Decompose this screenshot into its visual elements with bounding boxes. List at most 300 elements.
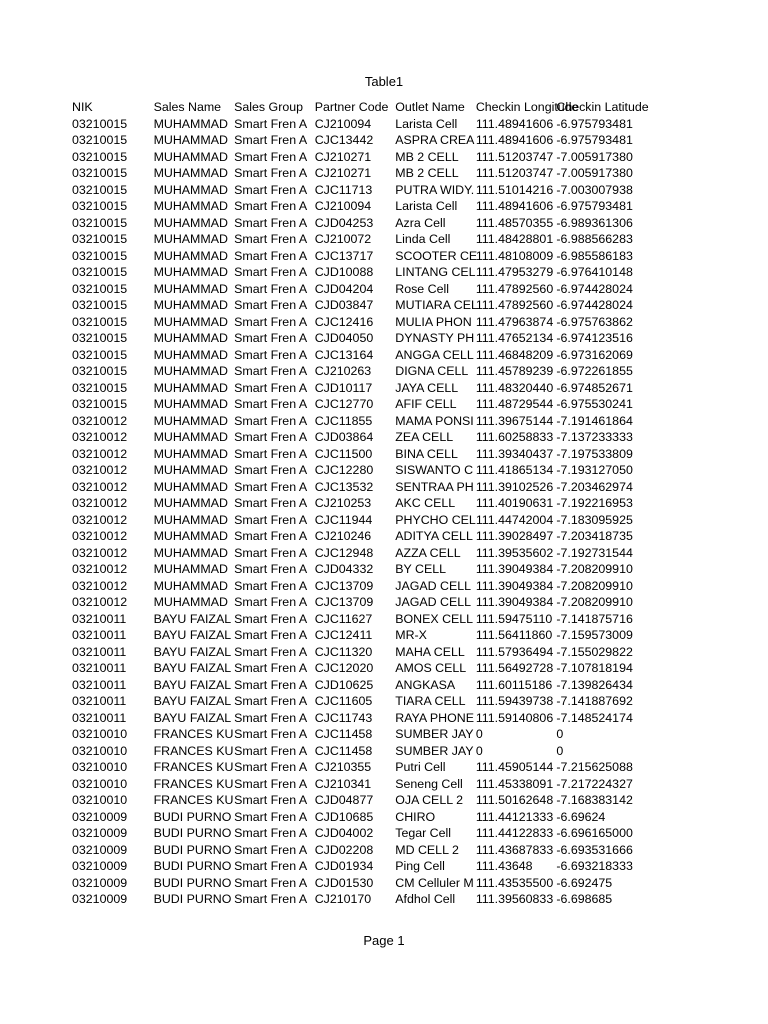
table-cell: Smart Fren A bbox=[234, 578, 308, 593]
table-cell: -7.155029822 bbox=[556, 644, 633, 659]
table-row bbox=[72, 644, 638, 661]
table-cell: JAGAD CELL bbox=[395, 595, 471, 609]
table-cell: CJD10625 bbox=[314, 677, 374, 692]
table-cell: 111.48941606 bbox=[475, 199, 554, 213]
table-cell: Smart Fren A bbox=[234, 149, 308, 164]
table-cell: CJ210094 bbox=[314, 199, 372, 213]
table-cell: Smart Fren A bbox=[234, 397, 308, 411]
table-cell: BAYU FAIZAL bbox=[153, 710, 232, 725]
table-cell: CJD04002 bbox=[314, 826, 374, 840]
table-row bbox=[72, 215, 638, 232]
table-cell: CJD04877 bbox=[314, 793, 374, 807]
table-cell: -7.003007938 bbox=[556, 182, 633, 197]
table-cell: 111.39049384 bbox=[475, 578, 554, 593]
table-cell: 111.60258833 bbox=[475, 430, 554, 444]
table-cell: MB 2 CELL bbox=[395, 166, 459, 180]
table-cell: 111.39102526 bbox=[475, 479, 554, 494]
table-cell: CJD01530 bbox=[314, 875, 374, 890]
table-cell: 03210015 bbox=[72, 248, 128, 263]
table-cell: 111.44122833 bbox=[475, 826, 554, 840]
table-cell: -7.141875716 bbox=[556, 611, 633, 626]
table-cell: -6.975763862 bbox=[556, 314, 633, 329]
table-cell: 111.48941606 bbox=[475, 116, 554, 131]
table-cell: CJ210271 bbox=[314, 149, 372, 164]
table-row bbox=[72, 116, 638, 133]
table-row bbox=[72, 578, 638, 595]
table-cell: CJC12948 bbox=[314, 545, 374, 560]
table-cell: MB 2 CELL bbox=[395, 149, 459, 164]
table-cell: 03210015 bbox=[72, 281, 128, 296]
table-cell: DIGNA CELL bbox=[395, 364, 469, 378]
table-body bbox=[72, 116, 638, 908]
table-cell: Smart Fren A bbox=[234, 892, 308, 906]
table-cell: Smart Fren A bbox=[234, 826, 308, 840]
table-cell: BUDI PURNO bbox=[153, 875, 232, 890]
table-cell: AKC CELL bbox=[395, 496, 456, 510]
table-cell: Smart Fren A bbox=[234, 776, 308, 791]
table-cell: CJD04253 bbox=[314, 215, 374, 230]
table-row bbox=[72, 314, 638, 331]
table-row bbox=[72, 693, 638, 710]
table-cell: CJ210170 bbox=[314, 892, 372, 906]
table-cell: Smart Fren A bbox=[234, 199, 308, 213]
table-cell: -6.989361306 bbox=[556, 215, 633, 230]
table-cell: 03210009 bbox=[72, 809, 128, 824]
table-row bbox=[72, 594, 638, 611]
table-cell: -7.183095925 bbox=[556, 512, 633, 527]
table-cell: 03210012 bbox=[72, 512, 128, 527]
table-cell: -6.975530241 bbox=[556, 397, 633, 411]
table-cell: CJD02208 bbox=[314, 842, 374, 857]
table-cell: Smart Fren A bbox=[234, 248, 308, 263]
table-cell: -6.976410148 bbox=[556, 265, 633, 279]
table-row bbox=[72, 231, 638, 248]
table-cell: MUHAMMAD bbox=[153, 298, 228, 312]
table-cell: 03210010 bbox=[72, 776, 128, 791]
table-cell: Tegar Cell bbox=[395, 826, 452, 840]
table-row bbox=[72, 479, 638, 496]
table-cell: CJC11605 bbox=[314, 694, 373, 708]
table-cell: ZEA CELL bbox=[395, 430, 454, 444]
table-cell: 111.48428801 bbox=[475, 232, 554, 246]
table-cell: BUDI PURNO bbox=[153, 842, 232, 857]
table-row bbox=[72, 330, 638, 347]
table-cell: MUHAMMAD bbox=[153, 578, 228, 593]
table-cell: MUHAMMAD bbox=[153, 248, 228, 263]
table-row bbox=[72, 561, 638, 578]
table-row bbox=[72, 776, 638, 793]
table-cell: 03210012 bbox=[72, 545, 128, 560]
table-cell: Smart Fren A bbox=[234, 512, 308, 527]
table-cell: Azra Cell bbox=[395, 215, 446, 230]
table-row bbox=[72, 627, 638, 644]
table-cell: Smart Fren A bbox=[234, 215, 308, 230]
table-cell: JAYA CELL bbox=[395, 380, 459, 395]
table-cell: MAHA CELL bbox=[395, 644, 465, 659]
table-row bbox=[72, 759, 638, 776]
table-cell: Smart Fren A bbox=[234, 265, 308, 279]
table-cell: -7.141887692 bbox=[556, 694, 633, 708]
data-table bbox=[72, 99, 649, 908]
table-row bbox=[72, 380, 638, 397]
table-cell: MUHAMMAD bbox=[153, 166, 228, 180]
table-cell: Smart Fren A bbox=[234, 529, 308, 543]
table-cell: -6.975793481 bbox=[556, 116, 633, 131]
table-cell: 111.48570355 bbox=[475, 215, 554, 230]
table-cell: Smart Fren A bbox=[234, 760, 308, 774]
table-cell: 03210015 bbox=[72, 298, 128, 312]
table-cell: MUHAMMAD bbox=[153, 380, 228, 395]
table-cell: 03210015 bbox=[72, 199, 128, 213]
table-cell: 03210012 bbox=[72, 463, 128, 477]
table-cell: 111.50162648 bbox=[475, 793, 554, 807]
table-cell: 111.59475110 bbox=[475, 611, 553, 626]
table-cell: AFIF CELL bbox=[395, 397, 457, 411]
column-header: Sales Group bbox=[234, 100, 303, 114]
table-cell: MUHAMMAD bbox=[153, 479, 228, 494]
table-cell: -7.203462974 bbox=[556, 479, 633, 494]
table-cell: -6.698685 bbox=[556, 892, 613, 906]
table-cell: 111.48320440 bbox=[475, 380, 554, 395]
table-cell: MUHAMMAD bbox=[153, 364, 228, 378]
table-cell: -7.005917380 bbox=[556, 166, 633, 180]
table-cell: 03210011 bbox=[72, 611, 127, 626]
table-cell: 111.39535602 bbox=[475, 545, 554, 560]
table-row bbox=[72, 363, 638, 380]
table-cell: 111.47953279 bbox=[475, 265, 554, 279]
table-cell: 111.45905144 bbox=[475, 760, 554, 774]
table-cell: -6.974852671 bbox=[556, 380, 633, 395]
table-cell: BUDI PURNO bbox=[153, 892, 232, 906]
table-cell: 111.46848209 bbox=[475, 347, 554, 362]
table-cell: MUTIARA CEL bbox=[395, 298, 478, 312]
table-row bbox=[72, 809, 638, 826]
table-cell: Smart Fren A bbox=[234, 232, 308, 246]
table-cell: 03210015 bbox=[72, 215, 128, 230]
table-cell: 03210015 bbox=[72, 265, 128, 279]
table-cell: -7.168383142 bbox=[556, 793, 633, 807]
table-cell: CJD03864 bbox=[314, 430, 374, 444]
table-cell: -7.208209910 bbox=[556, 562, 633, 576]
table-cell: Smart Fren A bbox=[234, 364, 308, 378]
table-cell: CM Celluler M bbox=[395, 875, 474, 890]
table-cell: BUDI PURNO bbox=[153, 809, 232, 824]
table-cell: Smart Fren A bbox=[234, 413, 308, 428]
table-cell: 111.39675144 bbox=[475, 413, 554, 428]
table-cell: Larista Cell bbox=[395, 116, 458, 131]
table-cell: CJD04050 bbox=[314, 331, 374, 345]
table-cell: CJD03847 bbox=[314, 298, 374, 312]
table-cell: Smart Fren A bbox=[234, 298, 308, 312]
table-cell: CJ210072 bbox=[314, 232, 372, 246]
table-cell: 111.48941606 bbox=[475, 133, 554, 147]
table-cell: 03210015 bbox=[72, 364, 128, 378]
table-cell: 111.48729544 bbox=[475, 397, 554, 411]
table-cell: CJ210263 bbox=[314, 364, 372, 378]
table-cell: CJC12020 bbox=[314, 661, 374, 675]
table-cell: MUHAMMAD bbox=[153, 496, 228, 510]
table-cell: PUTRA WIDY. bbox=[395, 182, 475, 197]
table-row bbox=[72, 264, 638, 281]
table-cell: Smart Fren A bbox=[234, 727, 308, 741]
table-cell: 111.44742004 bbox=[475, 512, 554, 527]
table-cell: Smart Fren A bbox=[234, 116, 308, 131]
table-cell: BUDI PURNO bbox=[153, 826, 232, 840]
table-cell: LINTANG CEL bbox=[395, 265, 476, 279]
table-cell: ANGKASA bbox=[395, 677, 456, 692]
table-cell: DYNASTY PH bbox=[395, 331, 475, 345]
table-cell: PHYCHO CEL bbox=[395, 512, 476, 527]
table-cell: CJC13709 bbox=[314, 578, 374, 593]
column-header: Checkin Latitude bbox=[556, 100, 649, 114]
table-cell: -6.69624 bbox=[556, 809, 606, 824]
table-cell: SUMBER JAY bbox=[395, 743, 474, 758]
table-cell: CJ210341 bbox=[314, 776, 372, 791]
table-cell: -7.197533809 bbox=[556, 446, 633, 461]
table-cell: CJD10088 bbox=[314, 265, 374, 279]
table-cell: 03210011 bbox=[72, 661, 127, 675]
table-cell: -6.988566283 bbox=[556, 232, 633, 246]
table-cell: Seneng Cell bbox=[395, 776, 463, 791]
table-cell: FRANCES KU bbox=[153, 743, 234, 758]
table-cell: 111.59140806 bbox=[475, 710, 554, 725]
table-cell: 03210009 bbox=[72, 826, 128, 840]
table-row bbox=[72, 248, 638, 265]
table-cell: RAYA PHONE bbox=[395, 710, 474, 725]
table-cell: Smart Fren A bbox=[234, 281, 308, 296]
table-row bbox=[72, 792, 638, 809]
table-cell: MUHAMMAD bbox=[153, 430, 228, 444]
table-cell: CJ210355 bbox=[314, 760, 372, 774]
table-cell: 03210012 bbox=[72, 578, 128, 593]
table-cell: FRANCES KU bbox=[153, 776, 234, 791]
table-row bbox=[72, 842, 638, 859]
table-cell: SUMBER JAY bbox=[395, 727, 474, 741]
table-cell: CJC11855 bbox=[314, 413, 373, 428]
table-cell: BONEX CELL bbox=[395, 611, 474, 626]
table-cell: SENTRAA PH bbox=[395, 479, 474, 494]
table-cell: OJA CELL 2 bbox=[395, 793, 463, 807]
table-row bbox=[72, 132, 638, 149]
table-cell: 03210011 bbox=[72, 710, 127, 725]
table-cell: 111.47892560 bbox=[475, 298, 554, 312]
table-cell: 03210012 bbox=[72, 529, 128, 543]
table-cell: -7.005917380 bbox=[556, 149, 633, 164]
table-cell: 03210012 bbox=[72, 496, 128, 510]
table-cell: Linda Cell bbox=[395, 232, 451, 246]
table-cell: AMOS CELL bbox=[395, 661, 467, 675]
table-cell: 111.39340437 bbox=[475, 446, 554, 461]
table-cell: -6.973162069 bbox=[556, 347, 633, 362]
table-cell: Afdhol Cell bbox=[395, 892, 456, 906]
table-cell: 111.41865134 bbox=[475, 463, 554, 477]
table-cell: Smart Fren A bbox=[234, 793, 308, 807]
table-cell: 03210015 bbox=[72, 380, 128, 395]
table-row bbox=[72, 182, 638, 199]
table-cell: Smart Fren A bbox=[234, 133, 308, 147]
table-cell: Smart Fren A bbox=[234, 331, 308, 345]
table-cell: MUHAMMAD bbox=[153, 215, 228, 230]
table-cell: MULIA PHON bbox=[395, 314, 472, 329]
table-cell: -6.696165000 bbox=[556, 826, 633, 840]
table-cell: 111.44121333 bbox=[475, 809, 554, 824]
table-row bbox=[72, 710, 638, 727]
table-cell: 03210015 bbox=[72, 149, 128, 164]
table-cell: MUHAMMAD bbox=[153, 463, 228, 477]
table-row bbox=[72, 495, 638, 512]
table-cell: ADITYA CELL bbox=[395, 529, 473, 543]
table-cell: -6.975793481 bbox=[556, 199, 633, 213]
table-cell: CJD10117 bbox=[314, 380, 373, 395]
table-cell: Smart Fren A bbox=[234, 463, 308, 477]
table-cell: MUHAMMAD bbox=[153, 232, 228, 246]
table-cell: Smart Fren A bbox=[234, 710, 308, 725]
table-cell: -6.985586183 bbox=[556, 248, 633, 263]
table-cell: CJC11944 bbox=[314, 512, 373, 527]
table-cell: 111.45789239 bbox=[475, 364, 554, 378]
column-header: Checkin Longitude bbox=[475, 100, 579, 114]
table-cell: BAYU FAIZAL bbox=[153, 628, 232, 642]
table-cell: ANGGA CELL bbox=[395, 347, 474, 362]
table-cell: BAYU FAIZAL bbox=[153, 644, 232, 659]
table-cell: BAYU FAIZAL bbox=[153, 677, 232, 692]
table-cell: -7.208209910 bbox=[556, 578, 633, 593]
table-cell: MR-X bbox=[395, 628, 427, 642]
table-cell: 111.40190631 bbox=[475, 496, 554, 510]
table-cell: CJC12411 bbox=[314, 628, 373, 642]
table-cell: AZZA CELL bbox=[395, 545, 461, 560]
table-cell: FRANCES KU bbox=[153, 793, 234, 807]
table-cell: -7.107818194 bbox=[556, 661, 633, 675]
table-cell: -7.215625088 bbox=[556, 760, 633, 774]
table-cell: 111.51014216 bbox=[475, 182, 554, 197]
table-row bbox=[72, 726, 638, 743]
table-row bbox=[72, 891, 638, 908]
table-cell: -6.693531666 bbox=[556, 842, 633, 857]
table-cell: CJC12770 bbox=[314, 397, 374, 411]
table-cell: 03210012 bbox=[72, 479, 128, 494]
table-cell: 111.39028497 bbox=[475, 529, 554, 543]
table-cell: 03210010 bbox=[72, 793, 128, 807]
table-cell: MAMA PONSI bbox=[395, 413, 474, 428]
table-cell: 111.47963874 bbox=[475, 314, 554, 329]
table-cell: 03210011 bbox=[72, 628, 127, 642]
table-cell: 03210012 bbox=[72, 595, 128, 609]
table-cell: -7.191461864 bbox=[556, 413, 633, 428]
table-cell: Smart Fren A bbox=[234, 644, 308, 659]
table-row bbox=[72, 165, 638, 182]
table-cell: -7.192216953 bbox=[556, 496, 633, 510]
table-cell: Smart Fren A bbox=[234, 496, 308, 510]
table-cell: Smart Fren A bbox=[234, 166, 308, 180]
table-cell: BINA CELL bbox=[395, 446, 458, 461]
table-cell: BAYU FAIZAL bbox=[153, 694, 232, 708]
table-cell: Smart Fren A bbox=[234, 677, 308, 692]
table-row bbox=[72, 528, 638, 545]
table-cell: 03210012 bbox=[72, 430, 128, 444]
table-cell: 111.51203747 bbox=[475, 149, 554, 164]
table-cell: 03210012 bbox=[72, 562, 128, 576]
table-cell: -6.692475 bbox=[556, 875, 613, 890]
table-cell: Smart Fren A bbox=[234, 628, 308, 642]
table-cell: Smart Fren A bbox=[234, 859, 308, 873]
table-cell: MUHAMMAD bbox=[153, 116, 228, 131]
table-cell: Smart Fren A bbox=[234, 545, 308, 560]
table-row bbox=[72, 446, 638, 463]
table-cell: MUHAMMAD bbox=[153, 562, 228, 576]
table-cell: Putri Cell bbox=[395, 760, 446, 774]
table-cell: 111.39049384 bbox=[475, 562, 554, 576]
table-cell: CJC13532 bbox=[314, 479, 374, 494]
table-cell: SISWANTO C bbox=[395, 463, 474, 477]
table-cell: Smart Fren A bbox=[234, 182, 308, 197]
table-cell: 03210015 bbox=[72, 314, 128, 329]
table-row bbox=[72, 297, 638, 314]
table-cell: 111.39049384 bbox=[475, 595, 554, 609]
table-row bbox=[72, 611, 638, 628]
column-header: NIK bbox=[72, 100, 93, 114]
table-cell: Smart Fren A bbox=[234, 875, 308, 890]
table-cell: 03210015 bbox=[72, 347, 128, 362]
table-row bbox=[72, 660, 638, 677]
table-cell: 03210009 bbox=[72, 875, 128, 890]
table-cell: FRANCES KU bbox=[153, 727, 234, 741]
table-cell: -7.137233333 bbox=[556, 430, 633, 444]
table-cell: BY CELL bbox=[395, 562, 446, 576]
table-cell: 03210011 bbox=[72, 644, 127, 659]
table-cell: Smart Fren A bbox=[234, 430, 308, 444]
table-cell: CJC11458 bbox=[314, 743, 373, 758]
table-cell: CJ210253 bbox=[314, 496, 372, 510]
table-cell: CJC11743 bbox=[314, 710, 373, 725]
table-cell: 03210009 bbox=[72, 892, 128, 906]
table-cell: SCOOTER CE bbox=[395, 248, 478, 263]
table-cell: 03210011 bbox=[72, 677, 127, 692]
table-cell: 111.57936494 bbox=[475, 644, 554, 659]
table-cell: 03210010 bbox=[72, 760, 128, 774]
column-header: Outlet Name bbox=[395, 100, 465, 114]
table-cell: CJC11458 bbox=[314, 727, 373, 741]
table-cell: Rose Cell bbox=[395, 281, 449, 296]
table-cell: MUHAMMAD bbox=[153, 182, 228, 197]
table-cell: 111.48108009 bbox=[475, 248, 554, 263]
table-row bbox=[72, 825, 638, 842]
table-row bbox=[72, 858, 638, 875]
table-cell: 03210009 bbox=[72, 842, 128, 857]
table-cell: MUHAMMAD bbox=[153, 512, 228, 527]
table-cell: 03210012 bbox=[72, 446, 128, 461]
table-cell: -6.972261855 bbox=[556, 364, 633, 378]
table-row bbox=[72, 677, 638, 694]
table-row bbox=[72, 198, 638, 215]
table-cell: CHIRO bbox=[395, 809, 436, 824]
table-cell: 03210015 bbox=[72, 133, 128, 147]
table-cell: 111.45338091 bbox=[475, 776, 554, 791]
table-row bbox=[72, 347, 638, 364]
table-cell: -7.139826434 bbox=[556, 677, 633, 692]
table-cell: -7.203418735 bbox=[556, 529, 633, 543]
table-cell: MUHAMMAD bbox=[153, 545, 228, 560]
table-cell: 03210015 bbox=[72, 232, 128, 246]
table-cell: MD CELL 2 bbox=[395, 842, 459, 857]
table-cell: Smart Fren A bbox=[234, 314, 308, 329]
page-number: Page 1 bbox=[363, 933, 405, 948]
table-title: Table1 bbox=[364, 74, 404, 89]
table-cell: MUHAMMAD bbox=[153, 413, 228, 428]
table-row bbox=[72, 413, 638, 430]
table-cell: 111.43687833 bbox=[475, 842, 554, 857]
table-cell: CJC13164 bbox=[314, 347, 374, 362]
